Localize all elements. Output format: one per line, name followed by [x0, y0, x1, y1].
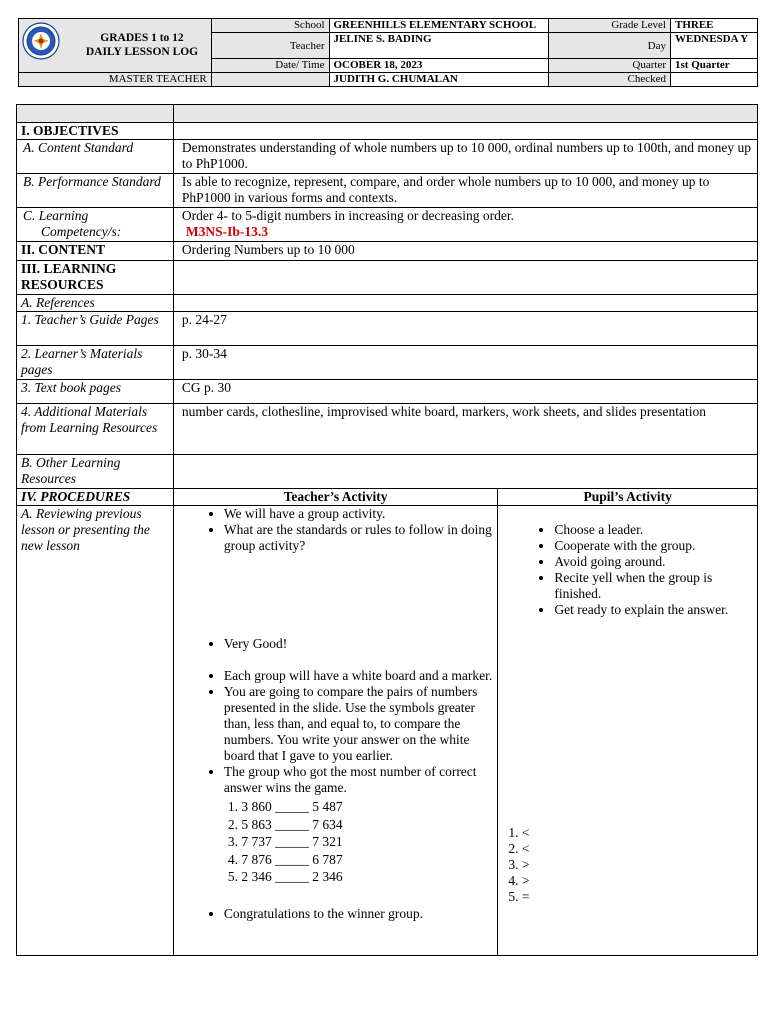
performance-standard-label: B. Performance Standard [17, 174, 174, 208]
school-label: School [211, 19, 329, 33]
day-label: Day [549, 33, 671, 59]
deped-logo-cell [19, 19, 212, 73]
competency-code: M3NS-Ib-13.3 [185, 224, 268, 239]
learning-competency-value: Order 4- to 5-digit numbers in increasing or decreasing order. [181, 208, 515, 223]
pupil-bullet: • Get ready to explain the answer. [554, 602, 753, 618]
compare-item: 3. 7 737 _____ 7 321 [227, 834, 343, 849]
additional-materials-label: 4. Additional Materials from Learning Resources [17, 404, 174, 455]
other-resources-empty [173, 455, 757, 489]
deped-seal-icon [22, 22, 60, 60]
master-teacher-label: MASTER TEACHER [19, 73, 212, 87]
textbook-pages-value: CG p. 30 [173, 380, 757, 404]
teacher-activity-header: Teacher’s Activity [173, 489, 498, 506]
master-teacher-value: JUDITH G. CHUMALAN [329, 73, 549, 87]
quarter-value: 1st Quarter [671, 59, 758, 73]
learning-competency-label: C. Learning Competency/s: [17, 208, 174, 242]
pupil-bullets [502, 522, 753, 618]
blank-header-right [173, 105, 757, 123]
learning-competency-cell [173, 208, 757, 242]
compare-item: 1. 3 860 _____ 5 487 [227, 799, 343, 814]
content-value: Ordering Numbers up to 10 000 [173, 242, 757, 261]
references-empty [173, 295, 757, 312]
day-value: WEDNESDA Y [671, 33, 758, 59]
date-label: Date/ Time [211, 59, 329, 73]
header-table [18, 18, 758, 87]
teacher-bullet: • What are the standards or rules to follow in doing group activity? [224, 522, 494, 554]
objectives-heading: I. OBJECTIVES [17, 123, 174, 140]
pupil-bullet: • Recite yell when the group is finished. [554, 570, 753, 602]
teacher-activity-cell [173, 506, 498, 956]
quarter-label: Quarter [549, 59, 671, 73]
date-value: OCOBER 18, 2023 [329, 59, 549, 73]
learners-materials-value: p. 30-34 [173, 346, 757, 380]
grade-label: Grade Level [549, 19, 671, 33]
objectives-empty [173, 123, 757, 140]
learners-materials-label: 2. Learner’s Materials pages [17, 346, 174, 380]
pupil-answer: 2. < [508, 841, 530, 856]
teacher-bullet: • You are going to compare the pairs of numbers presented in the slide. Use the symbols greater than, less than, and equal to, to compare the numbers. You write your answer on the white board that I gave to you earlier. [224, 684, 494, 764]
pupil-answers [502, 825, 753, 905]
content-standard-label: A. Content Standard [17, 140, 174, 174]
teacher-bullets-2 [178, 636, 494, 652]
compare-item: 5. 2 346 _____ 2 346 [227, 869, 343, 884]
teacher-bullet: • We will have a group activity. [224, 506, 494, 522]
procedures-heading: IV. PROCEDURES [17, 489, 174, 506]
grade-value: THREE [671, 19, 758, 33]
master-teacher-empty [211, 73, 329, 87]
teacher-bullet: • Very Good! [224, 636, 494, 652]
step-a-label: A. Reviewing previous lesson or presenting the new lesson [17, 506, 174, 956]
performance-standard-value: Is able to recognize, represent, compare, and order whole numbers up to 10 000, and money up to PhP1000 in various forms and contexts. [173, 174, 757, 208]
pupil-answer: 1. < [508, 825, 530, 840]
teacher-bullets-1 [178, 506, 494, 554]
textbook-pages-label: 3. Text book pages [17, 380, 174, 404]
dll-title: GRADES 1 to 12 DAILY LESSON LOG [85, 32, 199, 58]
pupil-activity-header: Pupil’s Activity [498, 489, 758, 506]
teachers-guide-value: p. 24-27 [173, 312, 757, 346]
compare-item: 4. 7 876 _____ 6 787 [227, 851, 343, 867]
pupil-bullet: • Cooperate with the group. [554, 538, 753, 554]
compare-item: 2. 5 863 _____ 7 634 [227, 816, 343, 832]
pupil-bullet: • Avoid going around. [554, 554, 753, 570]
teacher-bullets-3 [178, 668, 494, 796]
content-heading: II. CONTENT [17, 242, 174, 261]
teacher-bullet: • The group who got the most number of correct answer wins the game. [224, 764, 494, 796]
teachers-guide-label: 1. Teacher’s Guide Pages [17, 312, 174, 346]
blank-header-left [17, 105, 174, 123]
content-standard-value: Demonstrates understanding of whole numbers up to 10 000, ordinal numbers up to 100th, and money up to PhP1000. [173, 140, 757, 174]
checked-label: Checked [549, 73, 671, 87]
teacher-bullet: • Each group will have a white board and a marker. [224, 668, 494, 684]
learning-resources-heading: III. LEARNING RESOURCES [17, 261, 174, 295]
additional-materials-value: number cards, clothesline, improvised white board, markers, work sheets, and slides presentation [173, 404, 757, 455]
compare-items [178, 798, 494, 886]
pupil-answer: 4. > [508, 873, 530, 888]
pupil-bullet: • Choose a leader. [554, 522, 753, 538]
pupil-answer: 3. > [508, 857, 530, 872]
pupil-activity-cell [498, 506, 758, 956]
references-label: A. References [17, 295, 174, 312]
lesson-log-table [16, 104, 758, 956]
learning-resources-empty [173, 261, 757, 295]
teacher-bullets-4 [178, 906, 494, 922]
teacher-value: JELINE S. BADING [329, 33, 549, 59]
school-value: GREENHILLS ELEMENTARY SCHOOL [329, 19, 549, 33]
other-resources-label: B. Other Learning Resources [17, 455, 174, 489]
checked-value [671, 73, 758, 87]
teacher-label: Teacher [211, 33, 329, 59]
teacher-bullet: • Congratulations to the winner group. [224, 906, 494, 922]
pupil-answer: 5. = [508, 889, 530, 904]
